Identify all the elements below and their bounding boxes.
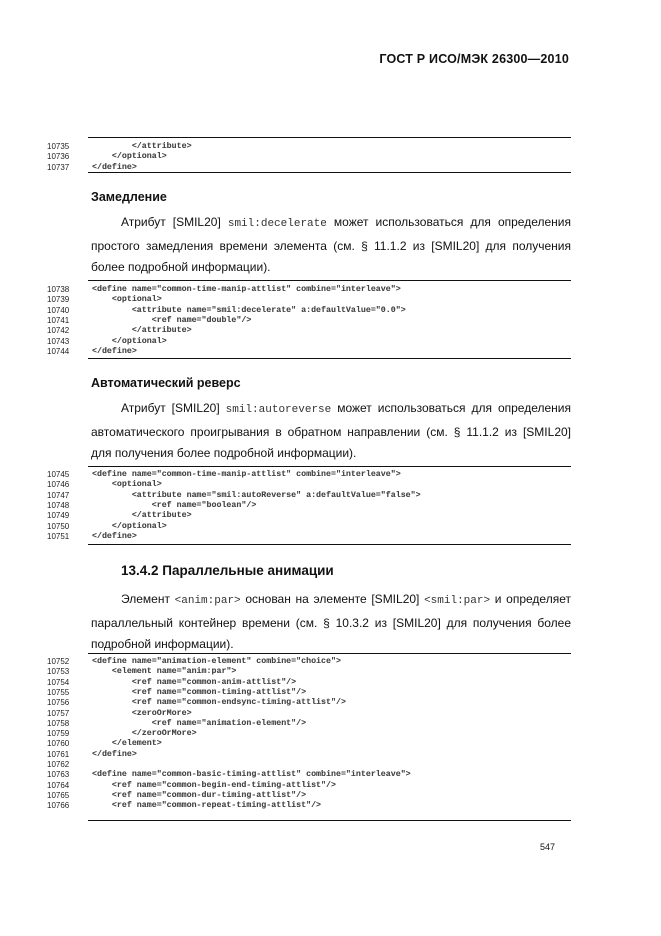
code-line: [0, 142, 661, 152]
line-number: 10744: [47, 346, 70, 356]
code-block-top-rule: [88, 137, 571, 138]
code-text: <attribute name="smil:autoReverse" a:defaultValue="false">: [92, 490, 421, 500]
code-text: <ref name="common-endsync-timing-attlist"/>: [92, 698, 346, 708]
line-number: 10765: [47, 790, 70, 800]
code-text: </zeroOrMore>: [92, 729, 197, 739]
code-block-top-rule: [88, 280, 571, 281]
line-number: 10745: [47, 470, 70, 479]
line-number: 10746: [47, 480, 70, 490]
code-text: <ref name="common-anim-attlist"/>: [92, 677, 297, 687]
line-number: 10753: [47, 667, 70, 677]
document-header: ГОСТ Р ИСО/МЭК 26300—2010: [379, 52, 569, 66]
code-line: [0, 501, 661, 511]
para-text: Элемент: [121, 592, 175, 606]
code-line: [0, 729, 661, 739]
code-text: </attribute>: [92, 142, 192, 151]
line-number: 10762: [47, 760, 70, 769]
code-line: [0, 285, 661, 295]
code-block-top-rule: [88, 466, 571, 467]
code-text: <attribute name="smil:decelerate" a:defaultValue="0.0">: [92, 305, 406, 315]
code-text: <define name="common-basic-timing-attlist" combine="interleave">: [92, 770, 411, 780]
code-text: <define name="animation-element" combine="choice">: [92, 657, 341, 666]
para-text: может использоваться для определения автоматического проигрывания в обратном направлении (см. § 11.1.2 из [SMIL20] для получения более подробной информации).: [91, 401, 571, 460]
code-text: </define>: [92, 162, 137, 172]
code-line: [0, 306, 661, 316]
code-text: <ref name="boolean"/>: [92, 500, 257, 510]
element-code: <anim:par>: [174, 595, 241, 607]
code-block-bottom-rule: [88, 544, 571, 545]
paragraph-autoreverse: [91, 398, 571, 465]
code-text: </attribute>: [92, 326, 192, 336]
para-text: и определяет параллельный контейнер времени (см. § 10.3.2 из [SMIL20] для получения более подробной информации).: [91, 592, 571, 651]
code-text: </define>: [92, 749, 137, 759]
code-line: [0, 480, 661, 490]
attribute-code: smil:autoreverse: [225, 404, 332, 416]
para-text: Атрибут [SMIL20]: [121, 215, 228, 229]
code-line: [0, 760, 661, 770]
line-number: 10739: [47, 295, 70, 305]
line-number: 10758: [47, 718, 70, 728]
line-number: 10748: [47, 500, 70, 510]
line-number: 10736: [47, 152, 70, 162]
page-number: 547: [540, 842, 556, 852]
code-text: <element name="anim:par">: [92, 667, 237, 677]
line-number: 10755: [47, 687, 70, 697]
code-text: <ref name="double"/>: [92, 315, 252, 325]
line-number: 10751: [47, 531, 70, 541]
code-line: [0, 719, 661, 729]
para-text: основан на элементе [SMIL20]: [240, 592, 425, 606]
line-number: 10754: [47, 677, 70, 687]
code-line: [0, 781, 661, 791]
line-number: 10764: [47, 780, 70, 790]
element-code: <smil:par>: [424, 595, 491, 607]
code-line: [0, 152, 661, 162]
line-number: 10759: [47, 729, 70, 739]
code-line: [0, 522, 661, 532]
code-line: [0, 532, 661, 542]
line-number: 10766: [47, 801, 70, 811]
code-text: </define>: [92, 346, 137, 356]
attribute-code: smil:decelerate: [227, 218, 327, 230]
line-number: 10752: [47, 657, 70, 666]
code-text: </attribute>: [92, 511, 192, 521]
code-text: <define name="common-time-manip-attlist" combine="interleave">: [92, 285, 401, 294]
code-line: [0, 667, 661, 677]
code-text: <zeroOrMore>: [92, 708, 192, 718]
code-line: [0, 739, 661, 749]
code-text: <ref name="common-begin-end-timing-attlist"/>: [92, 780, 336, 790]
line-number: 10742: [47, 326, 70, 336]
line-number: 10757: [47, 708, 70, 718]
para-text: Атрибут [SMIL20]: [121, 401, 226, 415]
code-line: [0, 801, 661, 811]
section-heading-autoreverse: Автоматический реверс: [91, 376, 241, 390]
paragraph-parallel: [91, 589, 571, 656]
line-number: 10760: [47, 739, 70, 749]
code-line: [0, 337, 661, 347]
code-line: [0, 163, 661, 173]
code-text: </optional>: [92, 336, 167, 346]
code-text: </define>: [92, 531, 137, 541]
code-line: [0, 347, 661, 357]
code-line: [0, 657, 661, 667]
line-number: 10756: [47, 698, 70, 708]
section-heading-parallel: 13.4.2 Параллельные анимации: [121, 563, 334, 578]
line-number: 10750: [47, 521, 70, 531]
code-line: [0, 791, 661, 801]
code-line: [0, 688, 661, 698]
code-text: <optional>: [92, 295, 162, 305]
code-text: <ref name="common-timing-attlist"/>: [92, 687, 307, 697]
code-text: <ref name="animation-element"/>: [92, 718, 307, 728]
code-line: [0, 511, 661, 521]
code-line: [0, 295, 661, 305]
code-text: <ref name="common-repeat-timing-attlist"/>: [92, 801, 322, 811]
code-text: <ref name="common-dur-timing-attlist"/>: [92, 790, 307, 800]
code-text: </element>: [92, 739, 162, 749]
para-text: может использоваться для определения простого замедления времени элемента (см. § 11.1.2 из [SMIL20] для получения более подробной информации).: [91, 215, 571, 274]
line-number: 10761: [47, 749, 70, 759]
code-line: [0, 316, 661, 326]
code-block-top-rule: [88, 653, 571, 654]
section-heading-decelerate: Замедление: [91, 190, 167, 204]
code-text: </optional>: [92, 521, 167, 531]
code-text: </optional>: [92, 152, 167, 162]
code-line: [0, 750, 661, 760]
line-number: 10741: [47, 315, 70, 325]
line-number: 10749: [47, 511, 70, 521]
paragraph-decelerate: [91, 212, 571, 279]
code-text: <define name="common-time-manip-attlist" combine="interleave">: [92, 470, 401, 479]
code-block-bottom-rule: [88, 820, 571, 821]
code-block-bottom-rule: [88, 172, 571, 173]
line-number: 10763: [47, 770, 70, 780]
line-number: 10737: [47, 162, 70, 172]
code-line: [0, 470, 661, 480]
line-number: 10747: [47, 490, 70, 500]
code-line: [0, 709, 661, 719]
code-line: [0, 698, 661, 708]
code-line: [0, 491, 661, 501]
line-number: 10738: [47, 285, 70, 294]
line-number: 10740: [47, 305, 70, 315]
code-line: [0, 770, 661, 780]
line-number: 10743: [47, 336, 70, 346]
code-line: [0, 678, 661, 688]
code-line: [0, 326, 661, 336]
line-number: 10735: [47, 142, 70, 151]
code-block-bottom-rule: [88, 358, 571, 359]
code-text: <optional>: [92, 480, 162, 490]
